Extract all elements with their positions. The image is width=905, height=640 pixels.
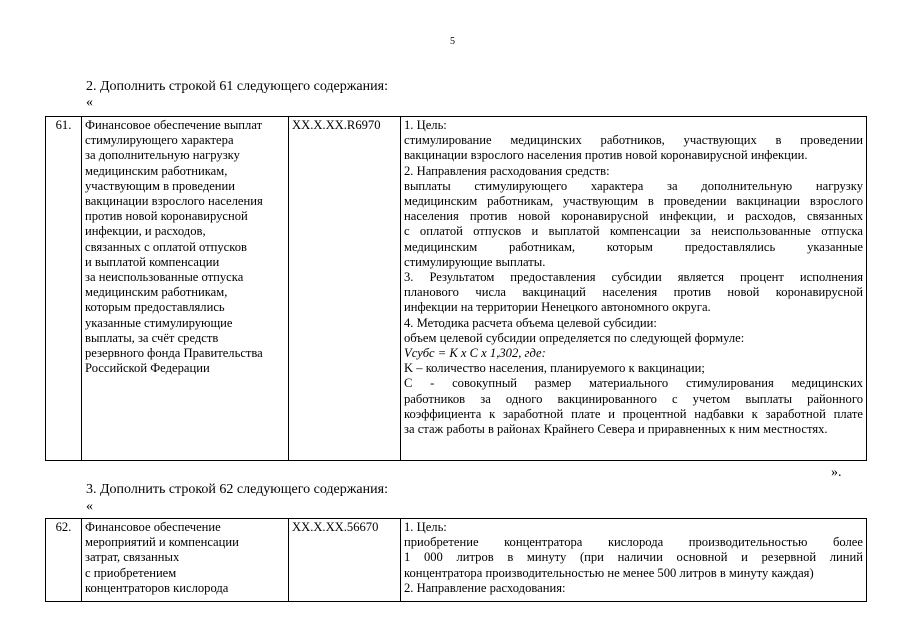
table-row-62: [45, 518, 867, 602]
section-2-close-quote: ».: [831, 465, 842, 480]
description-line: 2. Направления расходования средств:: [404, 163, 610, 178]
row-number: 62.: [46, 519, 82, 602]
name-line: связанных с оплатой отпусков: [85, 239, 247, 254]
description-line: 4. Методика расчета объема целевой субсидии:: [404, 315, 657, 330]
name-line: с приобретением: [85, 565, 177, 580]
name-line: указанные стимулирующие: [85, 315, 233, 330]
description-line: объем целевой субсидии определяется по следующей формуле:: [404, 330, 745, 345]
name-line: за неиспользованные отпуска: [85, 270, 244, 285]
description-line: Vсубс = K x C x 1,302, где:: [404, 346, 546, 361]
description-line: стимулирующие выплаты.: [404, 254, 546, 269]
description-line: 1 000 литров в минуту (при наличии основной и резервной линий: [404, 550, 863, 565]
name-line: против новой коронавирусной: [85, 209, 248, 224]
name-line: Российской Федерации: [85, 361, 210, 376]
section-3-open-quote: «: [86, 499, 93, 514]
description-line: выплаты стимулирующего характера за дополнительную нагрузку: [404, 178, 863, 193]
table-row: [46, 117, 867, 461]
name-line: и выплатой компенсации: [85, 254, 220, 269]
row-description: [401, 519, 867, 602]
name-line: резервного фонда Правительства: [85, 346, 263, 361]
description-line: K – количество населения, планируемого к вакцинации;: [404, 361, 705, 376]
description-line: за стаж работы в районах Крайнего Севера и приравненных к ним местностях.: [404, 422, 828, 437]
description-line: 3. Результатом предоставления субсидии является процент исполнения: [404, 270, 863, 285]
name-line: Финансовое обеспечение: [85, 520, 221, 534]
name-line: затрат, связанных: [85, 550, 180, 565]
description-line: приобретение концентратора кислорода производительностью более: [404, 535, 863, 550]
name-line: вакцинации взрослого населения: [85, 194, 263, 209]
name-line: которым предоставлялись: [85, 300, 225, 315]
row-code: XX.X.XX.56670: [289, 519, 401, 602]
description-line: коэффициента к заработной плате и процентной надбавки к заработной плате: [404, 406, 863, 421]
name-line: медицинским работникам,: [85, 163, 228, 178]
description-line: 1. Цель:: [404, 118, 447, 132]
row-name: [82, 117, 289, 461]
name-line: инфекции, и расходов,: [85, 224, 206, 239]
row-code: XX.X.XX.R6970: [289, 117, 401, 461]
description-line: населения против новой коронавирусной инфекции, и расходов, связанных: [404, 209, 863, 224]
name-line: мероприятий и компенсации: [85, 535, 239, 550]
row-description: [401, 117, 867, 461]
description-line: концентратора производительностью не менее 500 литров в минуту каждая): [404, 565, 814, 580]
description-line: вакцинации взрослого населения против новой коронавирусной инфекции.: [404, 148, 808, 163]
description-line: планового числа вакцинаций населения против новой коронавирусной: [404, 285, 863, 300]
page-number: 5: [450, 36, 455, 47]
name-line: медицинским работникам,: [85, 285, 228, 300]
section-2-heading: 2. Дополнить строкой 61 следующего содержания:: [86, 79, 388, 94]
section-2-open-quote: «: [86, 95, 93, 110]
description-line: медицинским работникам, которым предоставлялись указанные: [404, 239, 863, 254]
name-line: стимулирующего характера: [85, 133, 234, 148]
description-line: работников за одного вакцинированного с учетом выплаты районного: [404, 391, 863, 406]
name-line: за дополнительную нагрузку: [85, 148, 240, 163]
table-row: [46, 519, 867, 602]
description-line: с оплатой отпусков и выплатой компенсации за неиспользованные отпуска: [404, 224, 863, 239]
description-line: стимулирование медицинских работников, участвующих в проведении: [404, 133, 863, 148]
description-line: C - совокупный размер материального стимулирования медицинских: [404, 376, 863, 391]
table-row-61: [45, 116, 867, 461]
description-line: медицинским работникам, участвующим в проведении вакцинации взрослого: [404, 194, 863, 209]
description-line: 2. Направление расходования:: [404, 580, 566, 595]
description-line: инфекции на территории Ненецкого автономного округа.: [404, 300, 711, 315]
name-line: Финансовое обеспечение выплат: [85, 118, 263, 132]
description-line: 1. Цель:: [404, 520, 447, 534]
row-name: [82, 519, 289, 602]
name-line: выплаты, за счёт средств: [85, 330, 219, 345]
name-line: участвующим в проведении: [85, 178, 236, 193]
name-line: концентраторов кислорода: [85, 580, 229, 595]
row-number: 61.: [46, 117, 82, 461]
section-3-heading: 3. Дополнить строкой 62 следующего содержания:: [86, 482, 388, 497]
